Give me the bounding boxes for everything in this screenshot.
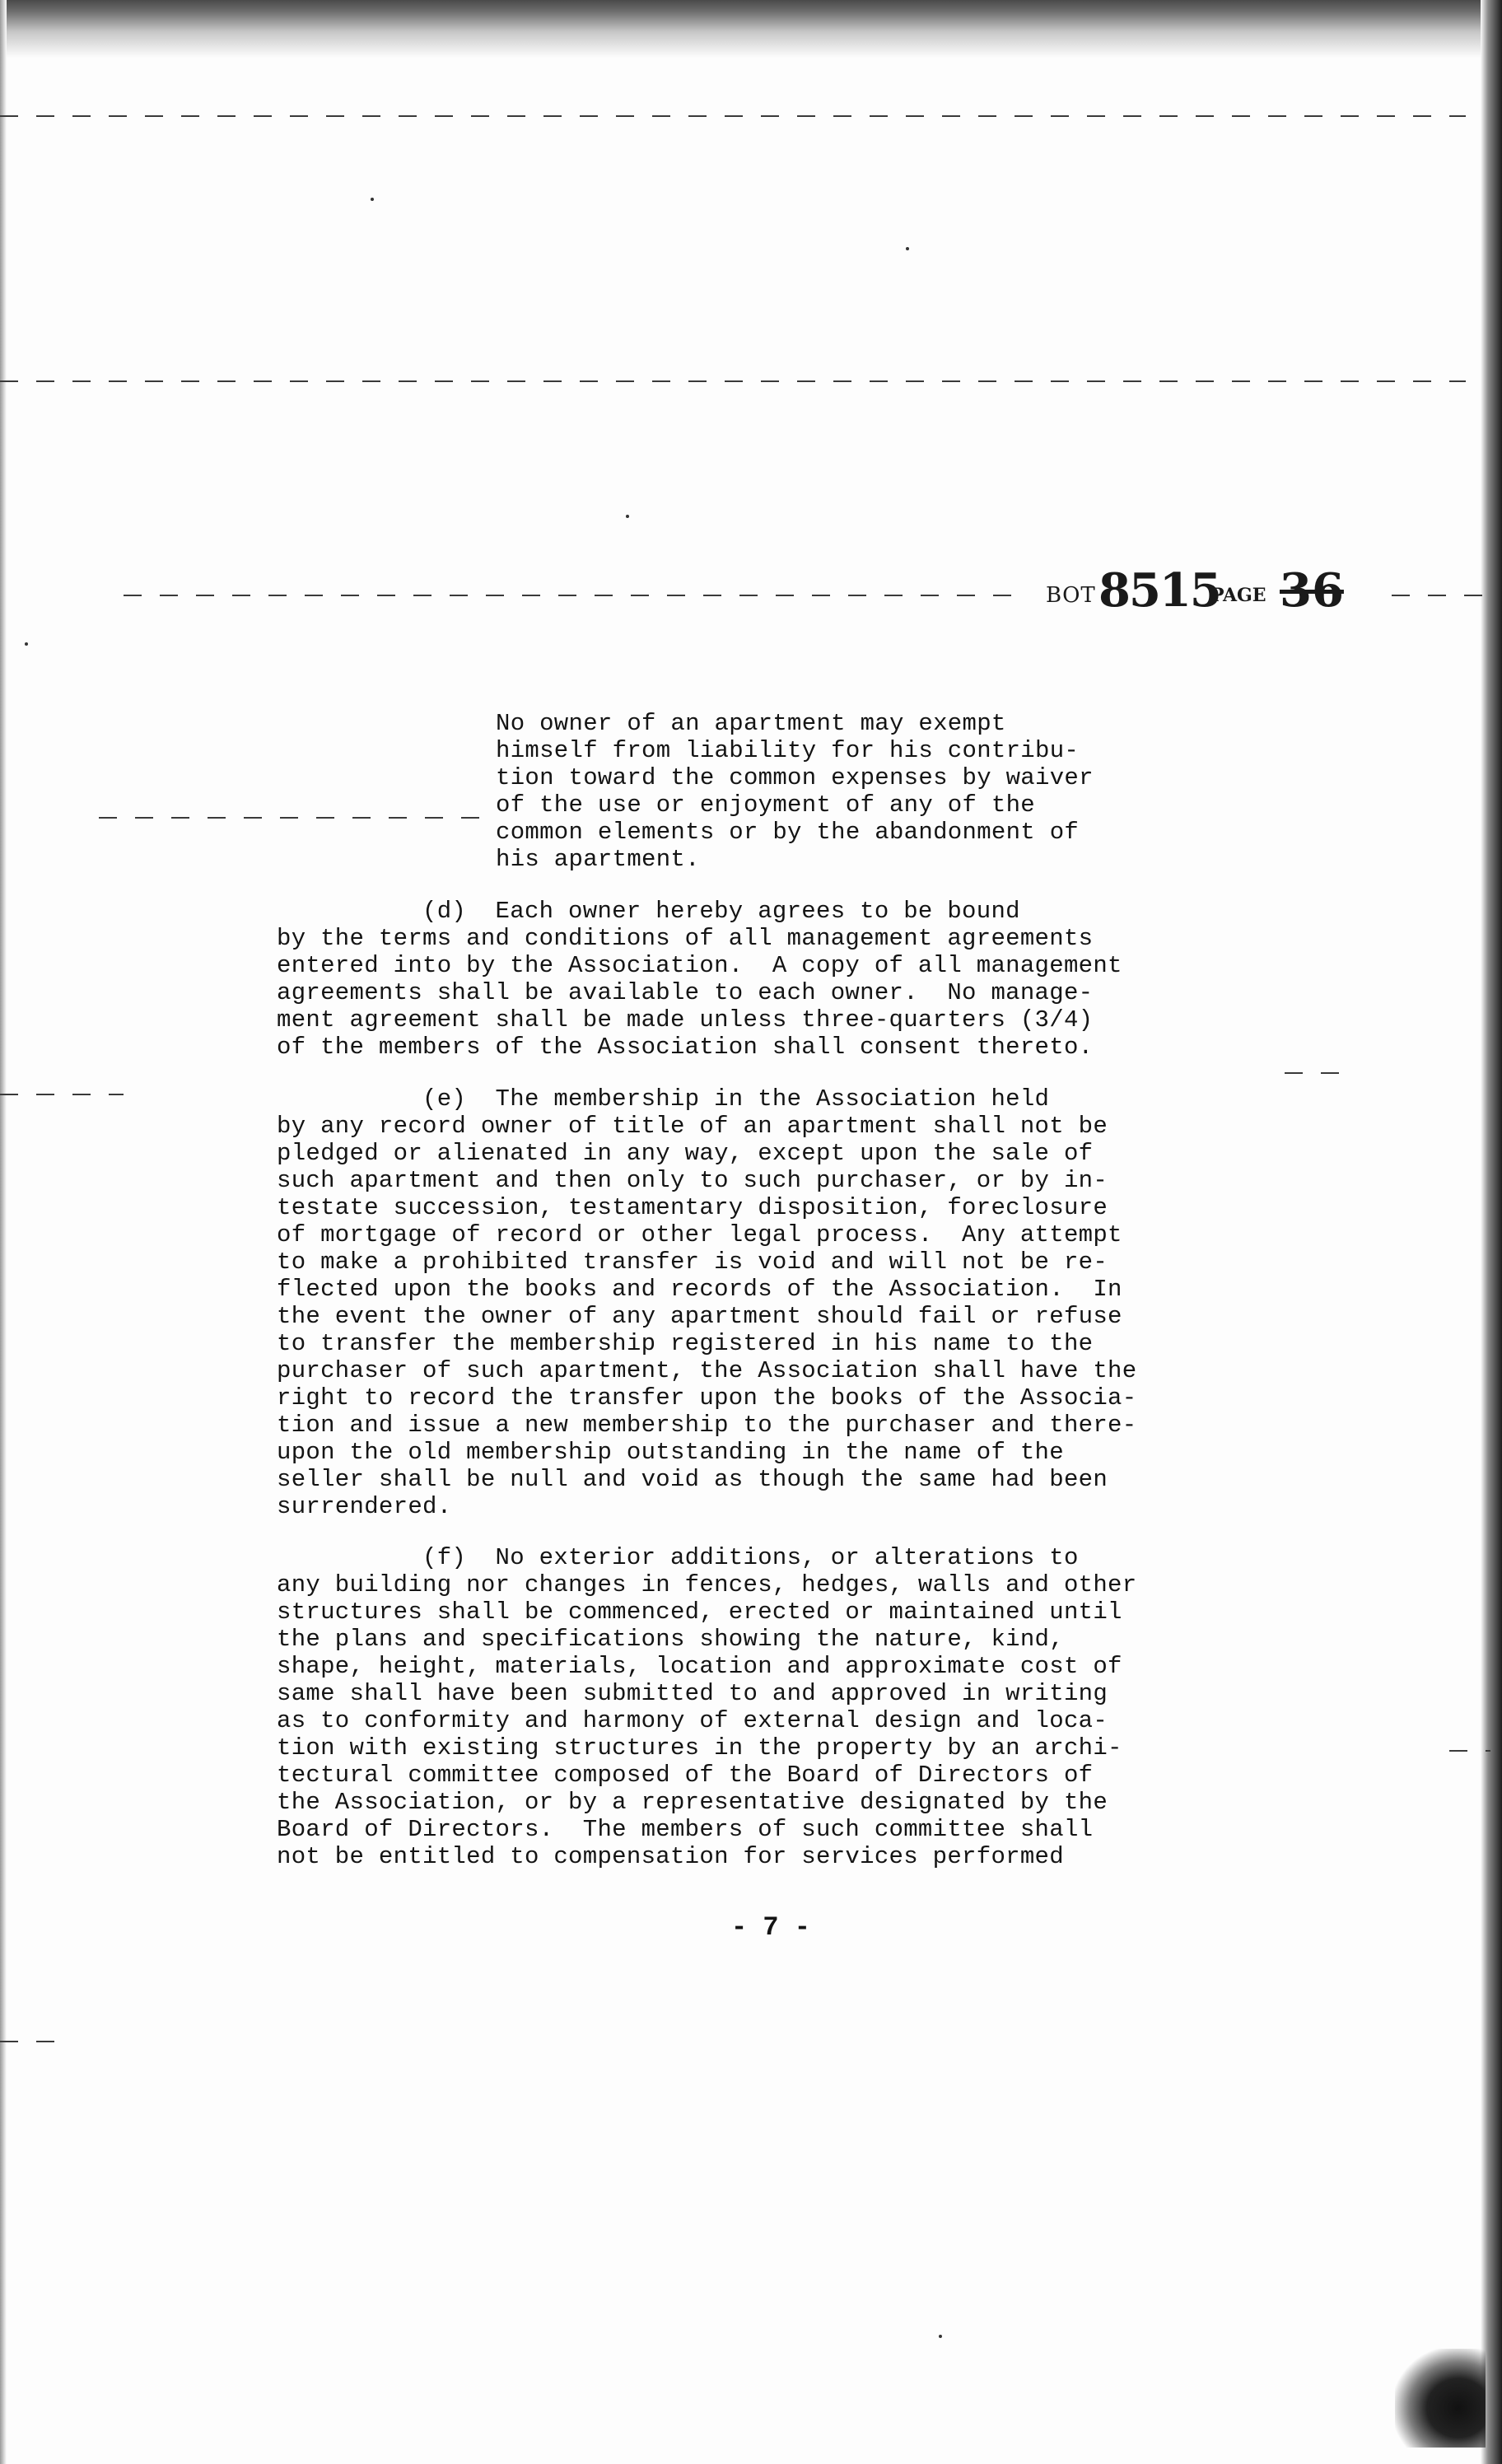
scan-dash-line bbox=[0, 380, 1466, 382]
paragraph-f: (f) No exterior additions, or alterations to any building nor changes in fences, hedges, walls and other structures shall be commenced, erected or maintained until the plans and specifications showing the nature, kind, shape, height, materials, location and approximate cost of same shall have been submitted to and approved in writing as to conformity and harmony of external design and loca- tion with existing structures in the property by an archi- tectural committee composed of the Board of Directors of the Association, or by a representative designated by the Board of Directors. The members of such committee shall not be entitled to compensation for services performed bbox=[277, 1544, 1137, 1870]
paragraph-e: (e) The membership in the Association held by any record owner of title of an apartment shall not be pledged or alienated in any way, except upon the sale of such apartment and then only to such purchaser, or by in- testate succession, testamentary disposition, foreclosure of mortgage of record or other legal process. Any attempt to make a prohibited transfer is void and will not be re- flected upon the books and records of the Association. In the event the owner of any apartment should fail or refuse to transfer the membership registered in his name to the purchaser of such apartment, the Association shall have the right to record the transfer upon the books of the Associa- tion and issue a new membership to the purchaser and there- upon the old membership outstanding in the name of the seller shall be null and void as though the same had been surrendered. bbox=[277, 1085, 1137, 1520]
paragraph-lead: No owner of an apartment may exempt himself from liability for his contribu- tion toward the common expenses by waiver of the use or enjoyment of any of the common elements or by the abandonment of his apartment. bbox=[496, 710, 1094, 873]
scan-left-edge bbox=[0, 0, 7, 2464]
paragraph-d: (d) Each owner hereby agrees to be bound by the terms and conditions of all management agreements entered into by the Association. A copy of all management agreements shall be available to each owner. No manage- ment agreement shall be made unless three-quarters (3/4) of the members of the Association shall consent thereto. bbox=[277, 898, 1122, 1061]
page-label: PAGE bbox=[1210, 585, 1266, 606]
scan-speck bbox=[25, 642, 28, 646]
scan-speck bbox=[906, 247, 909, 250]
book-page-stamp bbox=[1046, 560, 1342, 618]
scan-speck bbox=[371, 198, 374, 201]
scan-corner-blot bbox=[1395, 2349, 1486, 2448]
book-label: ВОТ bbox=[1046, 583, 1096, 608]
scan-dash-line bbox=[0, 2041, 66, 2042]
scan-dash-line bbox=[0, 1094, 124, 1095]
stamp-page-number: 36 bbox=[1280, 563, 1344, 618]
scan-speck bbox=[939, 2335, 942, 2338]
scan-dash-line bbox=[1449, 1750, 1490, 1752]
scan-top-edge bbox=[0, 0, 1502, 58]
scan-right-edge bbox=[1481, 0, 1502, 2464]
scan-dash-line bbox=[1285, 1072, 1350, 1074]
scan-dash-line bbox=[124, 595, 1029, 596]
scan-speck bbox=[626, 515, 629, 518]
scan-dash-line bbox=[0, 115, 1466, 117]
page-number: - 7 - bbox=[730, 1912, 810, 1943]
scan-dash-line bbox=[99, 817, 486, 819]
scan-dash-line bbox=[1392, 595, 1482, 596]
book-number: 8515 bbox=[1099, 563, 1220, 618]
